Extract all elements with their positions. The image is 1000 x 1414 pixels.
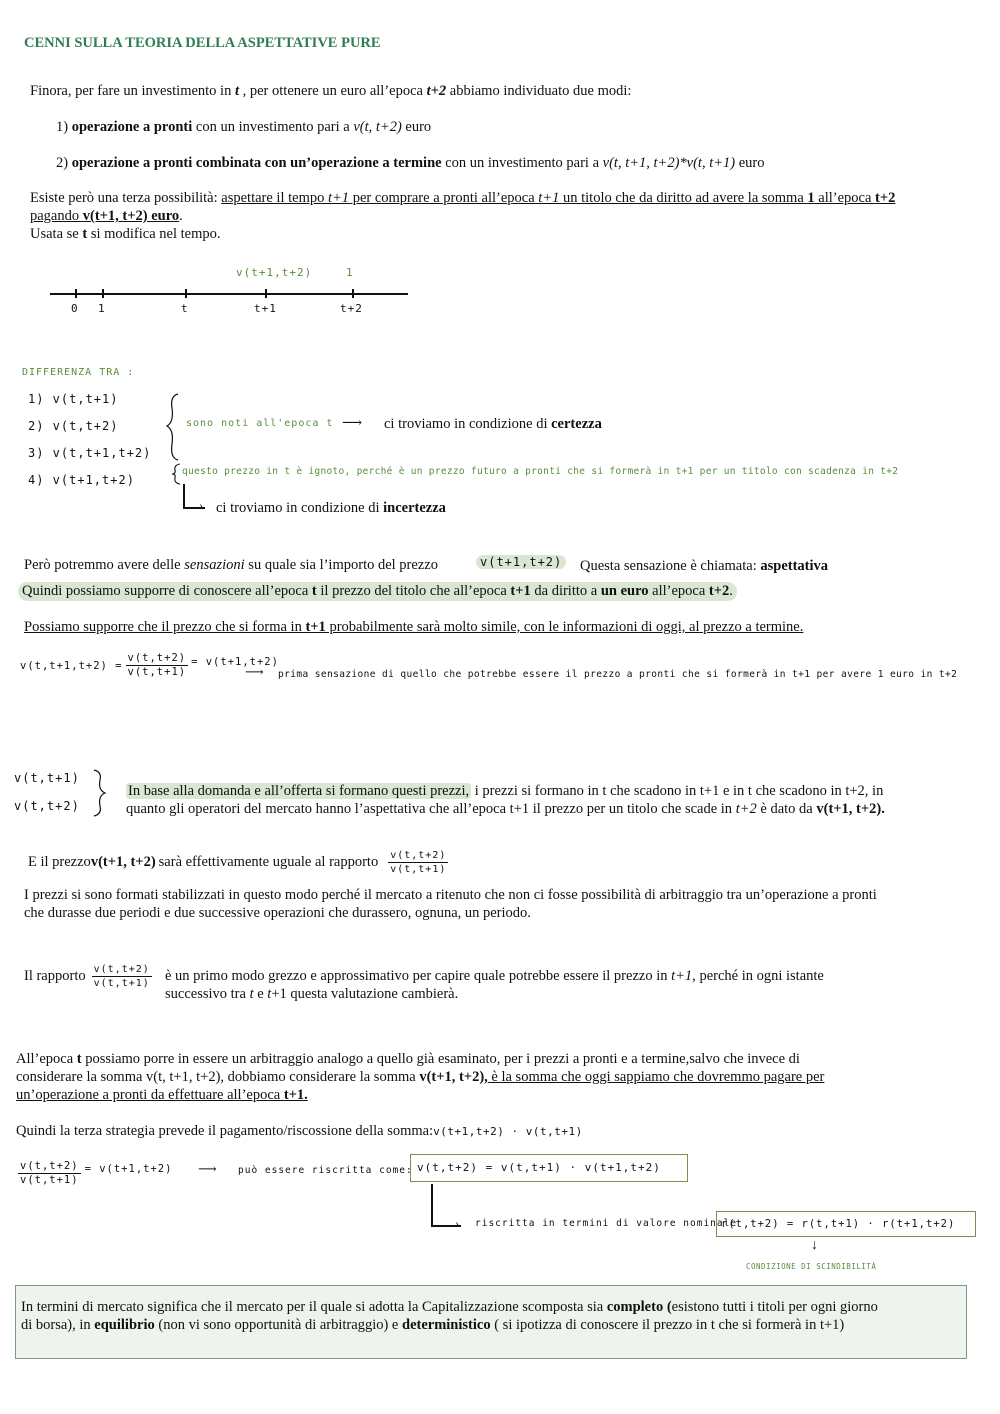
arrow-right-icon: › — [455, 1216, 459, 1230]
curly-brace — [170, 462, 182, 486]
sensation-name: Questa sensazione è chiamata: aspettativa — [580, 558, 829, 574]
formula-first-sensation: v(t,t+1,t+2) = $\frac{v(t,t+2)}{v(t,t+1)}$ = v(t+1,t+2) — [20, 652, 279, 678]
timeline-one-label: 1 — [346, 266, 354, 279]
timeline-tick-label: 1 — [98, 302, 106, 315]
epoch-paragraph: All’epoca t possiamo porre in essere un arbitraggio analogo a quello già esaminato, per i prezzi a pronti e a termine,salvo che invece di considerare la somma v(t, t+1, t+2), dobbiamo considerare la somma v(t+1, t+2), è la somma che oggi sappiamo che dovremmo pagare per un’operazione a pronti da effettuare all’epoca t+1. — [16, 1051, 825, 1103]
arrow-bracket — [183, 484, 185, 508]
sensation-paragraph: Però potremmo avere delle sensazioni su quale sia l’importo del prezzo — [24, 557, 438, 573]
suppose-paragraph: Quindi possiamo supporre di conoscere all’epoca t il prezzo del titolo che all’epoca t+1 da diritto a un euro all’epoca t+2. — [18, 582, 737, 601]
difference-item: 4) v(t+1,t+2) — [28, 473, 135, 487]
equal-paragraph: E il prezzo v(t+1, t+2) sarà effettivamente uguale al rapporto $\frac{v(t,t+2)}{v(t,t+1)}$ — [28, 850, 447, 875]
arrow-right-icon: › — [199, 498, 203, 512]
arrow-right-icon: ⟶ — [342, 416, 363, 431]
market-box — [15, 1285, 967, 1359]
formula-ratio: $\frac{v(t,t+2)}{v(t,t+1)}$ = v(t+1,t+2) — [20, 1160, 173, 1186]
brace-item: v(t,t+2) — [14, 799, 80, 813]
intro-paragraph: Finora, per fare un investimento in t , per ottenere un euro all’epoca t+2 abbiamo individuato due modi: — [30, 83, 632, 99]
mode-2: 2) operazione a pronti combinata con un’operazione a termine con un investimento pari a v(t, t+1, t+2)*v(t, t+1) euro — [56, 155, 765, 171]
difference-item: 3) v(t,t+1,t+2) — [28, 446, 152, 460]
boxed-formula-nominal: r(t,t+2) = r(t,t+1) · r(t+1,t+2) — [716, 1211, 976, 1237]
ratio-label: Il rapporto $\frac{v(t,t+2)}{v(t,t+1)}$ — [24, 964, 150, 989]
boxed-formula: v(t,t+2) = v(t,t+1) · v(t+1,t+2) — [410, 1154, 688, 1182]
uncertainty-text: ci troviamo in condizione di incertezza — [216, 500, 446, 516]
timeline-tick-label: 0 — [71, 302, 79, 315]
timeline-axis — [50, 293, 408, 295]
timeline-price-label: v(t+1,t+2) — [236, 266, 313, 279]
timeline-tick-label: t+1 — [254, 302, 277, 315]
timeline-tick — [102, 289, 104, 298]
timeline-tick — [352, 289, 354, 298]
curly-brace — [164, 392, 184, 462]
known-note: sono noti all'epoca t — [186, 418, 334, 429]
difference-item: 2) v(t,t+2) — [28, 419, 119, 433]
curly-brace — [90, 768, 108, 818]
ratio-paragraph: è un primo modo grezzo e approssimativo per capire quale potrebbe essere il prezzo in t+1, perché in ogni istante successivo tra t e t+1 questa valutazione cambierà. — [165, 968, 824, 1002]
mode-1: 1) operazione a pronti con un investimento pari a v(t, t+2) euro — [56, 119, 432, 135]
timeline-tick — [185, 289, 187, 298]
arrow-right-icon: ⟶ — [198, 1161, 217, 1176]
brace-item: v(t,t+1) — [14, 771, 80, 785]
nominal-note: riscritta in termini di valore nominale — [475, 1218, 738, 1229]
difference-heading: DIFFERENZA TRA : — [22, 367, 135, 378]
timeline-tick — [265, 289, 267, 298]
page-title: CENNI SULLA TEORIA DELLA ASPETTATIVE PURE — [24, 35, 381, 51]
third-possibility: Esiste però una terza possibilità: aspettare il tempo t+1 per comprare a pronti all’epoca t+1 un titolo che da diritto ad avere la somma 1 all’epoca t+2 pagando v(t+1, t+2) euro. Usata se t si modifica nel tempo. — [30, 190, 896, 242]
rewrite-note: può essere riscritta come: — [238, 1165, 413, 1176]
separability-condition: CONDIZIONE DI SCINDIBILITÀ — [746, 1262, 877, 1271]
first-sensation-note: prima sensazione di quello che potrebbe essere il prezzo a pronti che si formerà in t+1 per avere 1 euro in t+2 — [278, 669, 958, 680]
sensation-price: v(t+1,t+2) — [476, 555, 566, 569]
arrow-bracket — [431, 1184, 433, 1226]
certainty-text: ci troviamo in condizione di certezza — [384, 416, 602, 432]
timeline-tick-label: t — [181, 302, 189, 315]
market-paragraph: In termini di mercato significa che il mercato per il quale si adotta la Capitalizzazione scomposta sia completo (esistono tutti i titoli per ogni giorno di borsa), in equilibrio (non vi sono opportunità di arbitraggio) e deterministico ( si ipotizza di conoscere il prezzo in t che si formerà in t+1) — [21, 1299, 878, 1333]
arrow-right-icon: ⟶ — [245, 664, 264, 679]
stabilized-paragraph: I prezzi si sono formati stabilizzati in questo modo perché il mercato a ritenuto che non ci fosse possibilità di arbitraggio tra un’operazione a pronti che durasse due periodi e due successive operazioni che durassero, ognuna, un periodo. — [24, 887, 877, 921]
timeline-tick-label: t+2 — [340, 302, 363, 315]
third-strategy: Quindi la terza strategia prevede il pagamento/riscossione della somma:v(t+1,t+2) · v(t,t+1) — [16, 1123, 583, 1139]
market-prices-paragraph: In base alla domanda e all’offerta si formano questi prezzi, i prezzi si formano in t che scadono in t+1 e in t che scadono in t+2, in quanto gli operatori del mercato hanno l’aspettativa che all’epoca t+1 il prezzo per un titolo che scade in t+2 è dato da v(t+1, t+2). — [126, 783, 885, 817]
timeline-tick — [75, 289, 77, 298]
suppose2-paragraph: Possiamo supporre che il prezzo che si forma in t+1 probabilmente sarà molto simile, con le informazioni di oggi, al prezzo a termine. — [24, 619, 804, 635]
unknown-note: questo prezzo in t è ignoto, perché è un prezzo futuro a pronti che si formerà in t+1 per un titolo con scadenza in t+2 — [182, 466, 899, 477]
arrow-down-icon: ↓ — [811, 1238, 818, 1253]
difference-item: 1) v(t,t+1) — [28, 392, 119, 406]
